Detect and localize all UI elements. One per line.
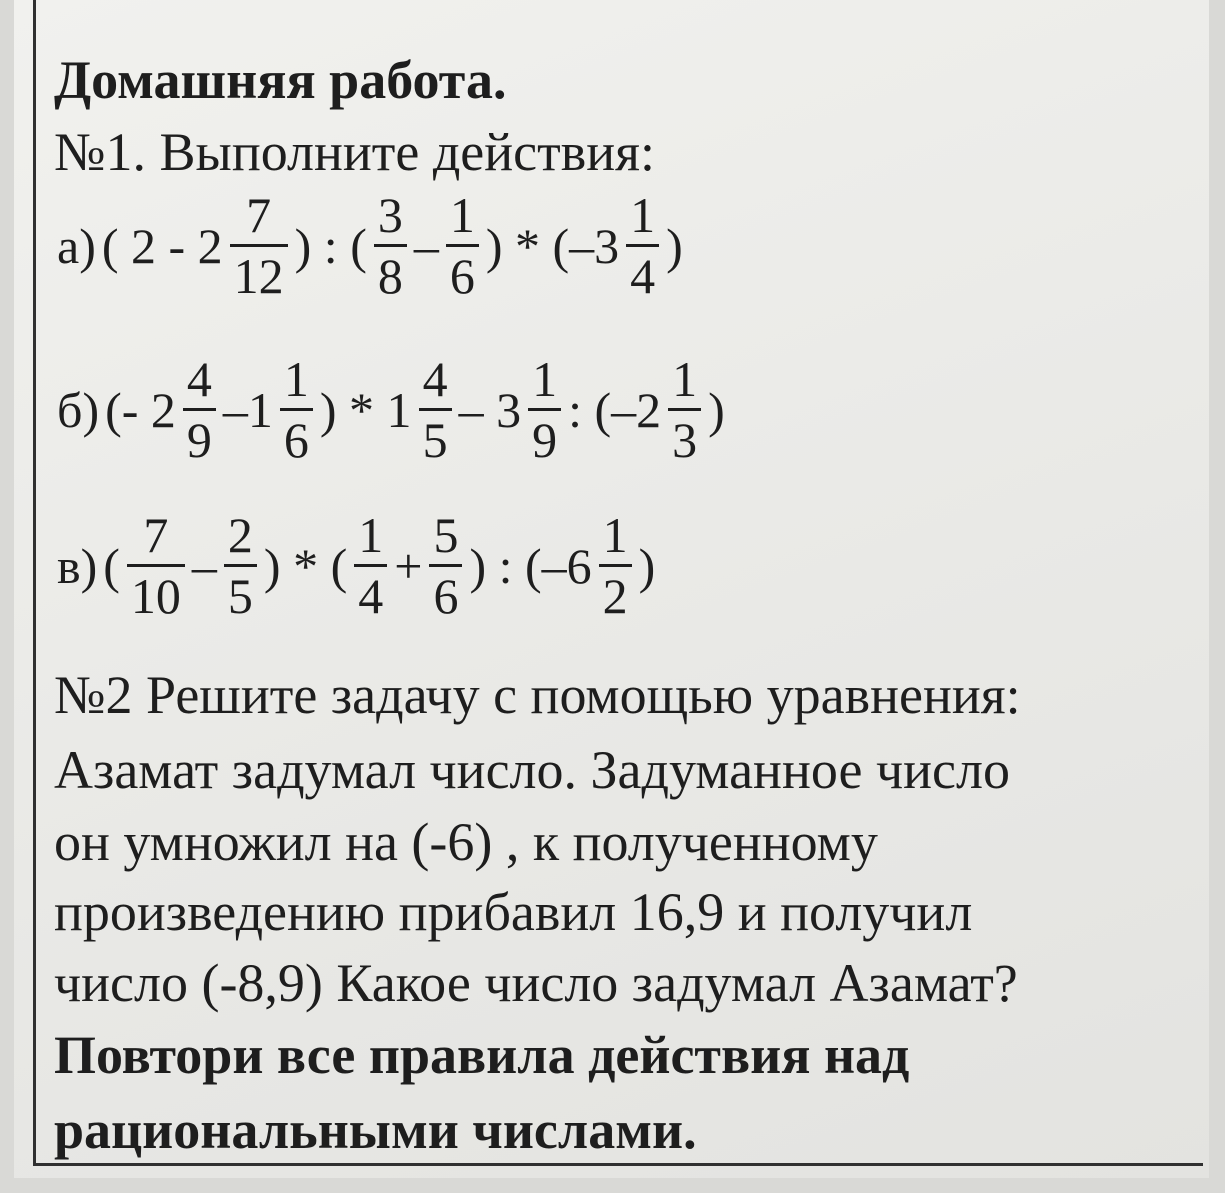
task2-line: произведению прибавил 16,9 и получил (54, 882, 973, 942)
page-title: Домашняя работа. (54, 50, 507, 110)
numerator: 1 (532, 351, 558, 407)
fraction (280, 352, 313, 467)
footer-line: Повтори все правила действия над (54, 1025, 910, 1085)
fraction (419, 352, 452, 467)
fraction-bar (626, 244, 659, 247)
denominator: 6 (449, 248, 475, 304)
denominator: 10 (130, 568, 181, 624)
page-border-bottom (33, 1163, 1203, 1166)
fraction (354, 508, 387, 623)
expression-c-part: ) (638, 537, 656, 594)
numerator: 2 (227, 507, 253, 563)
denominator: 12 (233, 248, 284, 304)
expression-c-part: ) * ( (263, 537, 348, 594)
expression-b-part: (- 2 (105, 381, 176, 438)
fraction (668, 352, 701, 467)
expression-c-part: + (394, 537, 423, 594)
expression-a-part: ) (666, 217, 683, 274)
fraction-bar (668, 408, 701, 411)
fraction-bar (230, 244, 288, 247)
denominator: 5 (422, 412, 448, 468)
numerator: 5 (433, 507, 459, 563)
expression-c-part: – (191, 537, 217, 594)
expression-a-part: ) : ( (294, 217, 367, 274)
task1-title: №1. Выполните действия: (54, 122, 655, 182)
fraction (183, 352, 216, 467)
expression-b-part: : (–2 (568, 381, 662, 438)
fraction (429, 508, 462, 623)
task2-title: №2 Решите задачу с помощью уравнения: (54, 665, 1021, 725)
fraction (626, 188, 659, 303)
expression-c-part: ( (103, 537, 120, 594)
fraction-bar (429, 564, 462, 567)
numerator: 7 (246, 187, 272, 243)
denominator: 3 (672, 412, 698, 468)
fraction-bar (374, 244, 407, 247)
denominator: 4 (630, 248, 656, 304)
fraction-bar (127, 564, 185, 567)
expression-a-part: – (413, 217, 439, 274)
expression-b-part: – 3 (458, 381, 522, 438)
fraction-bar (446, 244, 479, 247)
page-border-left (33, 0, 36, 1165)
worksheet-paper (14, 0, 1209, 1178)
fraction (446, 188, 479, 303)
task2-line: число (-8,9) Какое число задумал Азамат? (54, 953, 1018, 1013)
task2-line: Азамат задумал число. Задуманное число (54, 740, 1010, 800)
numerator: 1 (602, 507, 628, 563)
numerator: 4 (186, 351, 212, 407)
expression-b-label: б) (57, 381, 100, 438)
numerator: 1 (630, 187, 656, 243)
fraction (374, 188, 407, 303)
numerator: 1 (672, 351, 698, 407)
denominator: 6 (283, 412, 309, 468)
fraction-bar (419, 408, 452, 411)
expression-b-part: ) (708, 381, 725, 438)
fraction-bar (224, 564, 257, 567)
expression-c (54, 508, 658, 623)
numerator: 1 (358, 507, 384, 563)
fraction (599, 508, 632, 623)
denominator: 9 (186, 412, 212, 468)
expression-a-part: ( 2 - 2 (101, 217, 223, 274)
expression-a-part: ) * (–3 (485, 217, 620, 274)
denominator: 8 (377, 248, 403, 304)
denominator: 6 (433, 568, 459, 624)
expression-a (54, 188, 686, 303)
denominator: 2 (602, 568, 628, 624)
expression-b-part: ) * 1 (319, 381, 412, 438)
denominator: 5 (227, 568, 253, 624)
expression-c-label: в) (57, 537, 98, 594)
expression-c-part: ) : (–6 (469, 537, 592, 594)
footer-line: рациональными числами. (54, 1100, 697, 1160)
numerator: 1 (449, 187, 475, 243)
numerator: 4 (422, 351, 448, 407)
fraction (224, 508, 257, 623)
fraction-bar (528, 408, 561, 411)
fraction-bar (354, 564, 387, 567)
fraction (127, 508, 185, 623)
expression-a-label: а) (57, 217, 96, 274)
numerator: 1 (283, 351, 309, 407)
denominator: 4 (358, 568, 384, 624)
expression-b (54, 352, 728, 467)
numerator: 7 (143, 507, 169, 563)
expression-b-part: –1 (222, 381, 273, 438)
fraction (528, 352, 561, 467)
numerator: 3 (377, 187, 403, 243)
fraction-bar (183, 408, 216, 411)
task2-line: он умножил на (-6) , к полученному (54, 812, 878, 872)
fraction (230, 188, 288, 303)
fraction-bar (599, 564, 632, 567)
fraction-bar (280, 408, 313, 411)
denominator: 9 (532, 412, 558, 468)
